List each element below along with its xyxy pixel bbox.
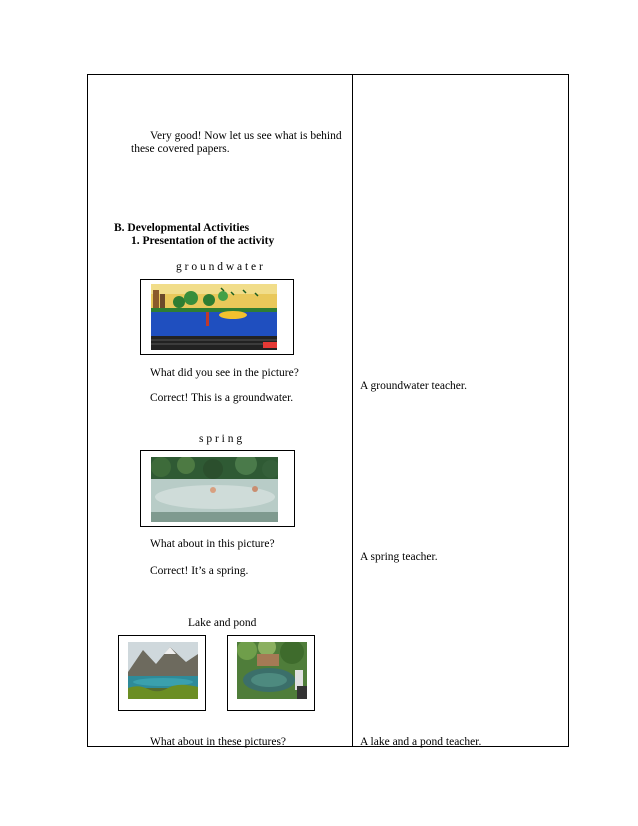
column-divider [352, 74, 353, 747]
word-groundwater: g r o u n d w a t e r [176, 261, 263, 273]
feedback-2: Correct! It’s a spring. [150, 565, 249, 577]
lake-photo-image [128, 642, 198, 699]
response-2: A spring teacher. [360, 551, 438, 563]
question-3: What about in these pictures? [150, 736, 287, 748]
word-lake-pond: Lake and pond [188, 617, 257, 629]
spring-photo-image [151, 457, 278, 522]
intro-line-1: Very good! Now let us see what is behind [150, 130, 342, 142]
feedback-1: Correct! This is a groundwater. [150, 392, 294, 404]
subsection-heading: 1. Presentation of the activity [131, 235, 275, 247]
intro-line-2: these covered papers. [131, 143, 230, 155]
response-1: A groundwater teacher. [360, 380, 467, 392]
groundwater-diagram-image [151, 284, 277, 350]
response-3: A lake and a pond teacher. [360, 736, 482, 748]
question-1: What did you see in the picture? [150, 367, 299, 379]
pond-photo-image [237, 642, 307, 699]
question-2: What about in this picture? [150, 538, 275, 550]
word-spring: s p r i n g [199, 433, 243, 445]
section-heading: B. Developmental Activities [114, 222, 250, 234]
